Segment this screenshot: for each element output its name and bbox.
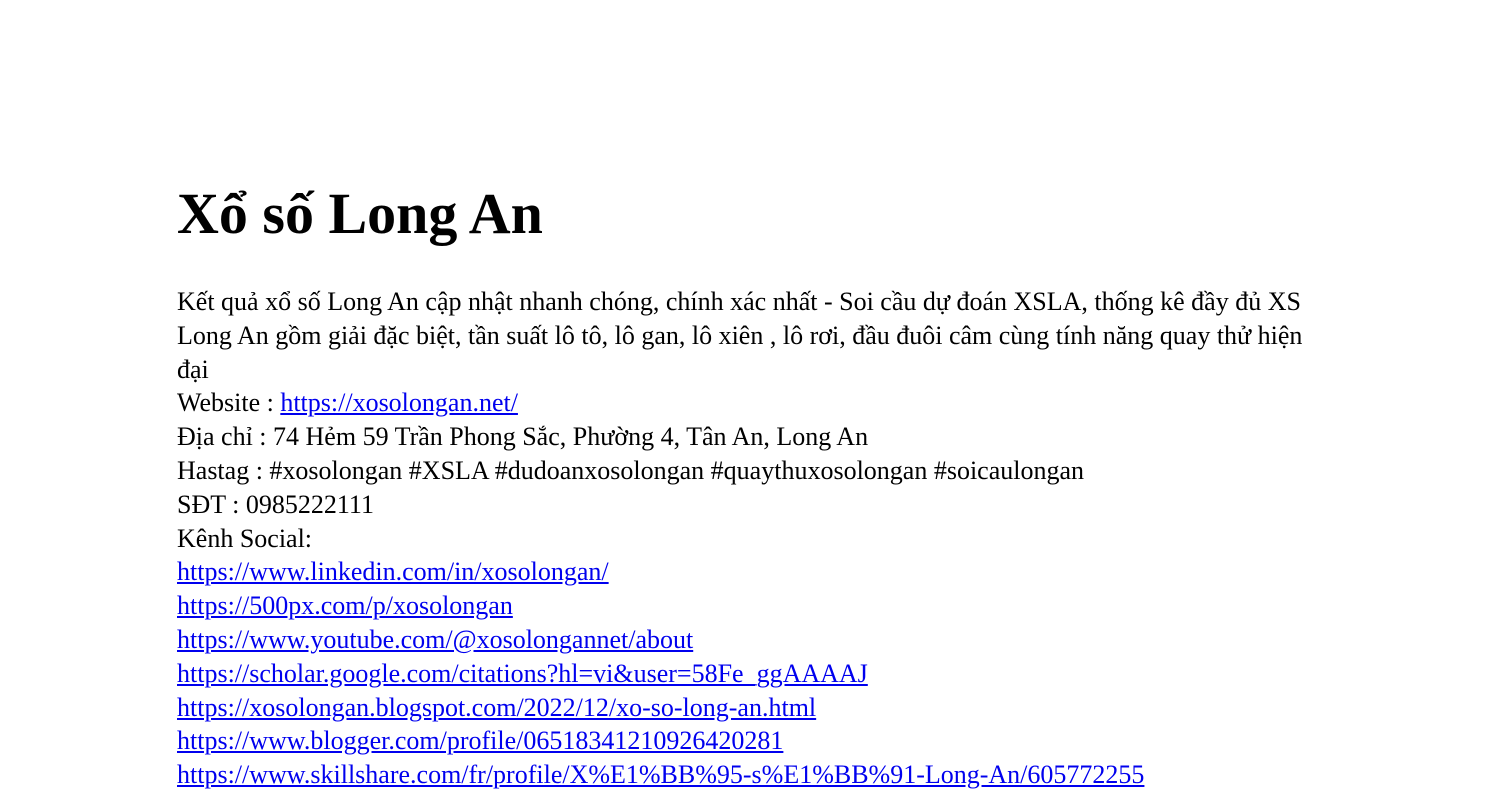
social-link-linkedin[interactable]: https://www.linkedin.com/in/xosolongan/ [177, 557, 609, 587]
social-link-skillshare[interactable]: https://www.skillshare.com/fr/profile/X%E1%BB%95-s%E1%BB%91-Long-An/605772255 [177, 760, 1145, 790]
social-link-blogspot[interactable]: https://xosolongan.blogspot.com/2022/12/xo-so-long-an.html [177, 692, 817, 722]
website-label: Website : [177, 388, 281, 418]
social-label: Kênh Social: [177, 523, 313, 553]
social-link-blogger[interactable]: https://www.blogger.com/profile/06518341210926420281 [177, 726, 784, 756]
social-link-500px[interactable]: https://500px.com/p/xosolongan [177, 591, 513, 621]
address-line: Địa chỉ : 74 Hẻm 59 Trần Phong Sắc, Phường 4, Tân An, Long An [177, 422, 869, 452]
phone-line: SĐT : 0985222111 [177, 489, 374, 519]
website-link[interactable]: https://xosolongan.net/ [280, 388, 518, 418]
social-link-google-scholar[interactable]: https://scholar.google.com/citations?hl=vi&user=58Fe_ggAAAAJ [177, 658, 868, 688]
website-line [177, 386, 1327, 420]
social-link-youtube[interactable]: https://www.youtube.com/@xosolongannet/about [177, 624, 694, 654]
document-body [177, 285, 1327, 792]
hashtags-line: Hastag : #xosolongan #XSLA #dudoanxosolongan #quaythuxosolongan #soicaulongan [177, 455, 1085, 485]
description-paragraph: Kết quả xổ số Long An cập nhật nhanh chóng, chính xác nhất - Soi cầu dự đoán XSLA, thống kê đầy đủ XS Long An gồm giải đặc biệt, tần suất lô tô, lô gan, lô xiên , lô rơi, đầu đuôi câm cùng tính năng quay thử hiện đại [177, 287, 1303, 384]
document-title: Xổ số Long An [177, 181, 543, 246]
